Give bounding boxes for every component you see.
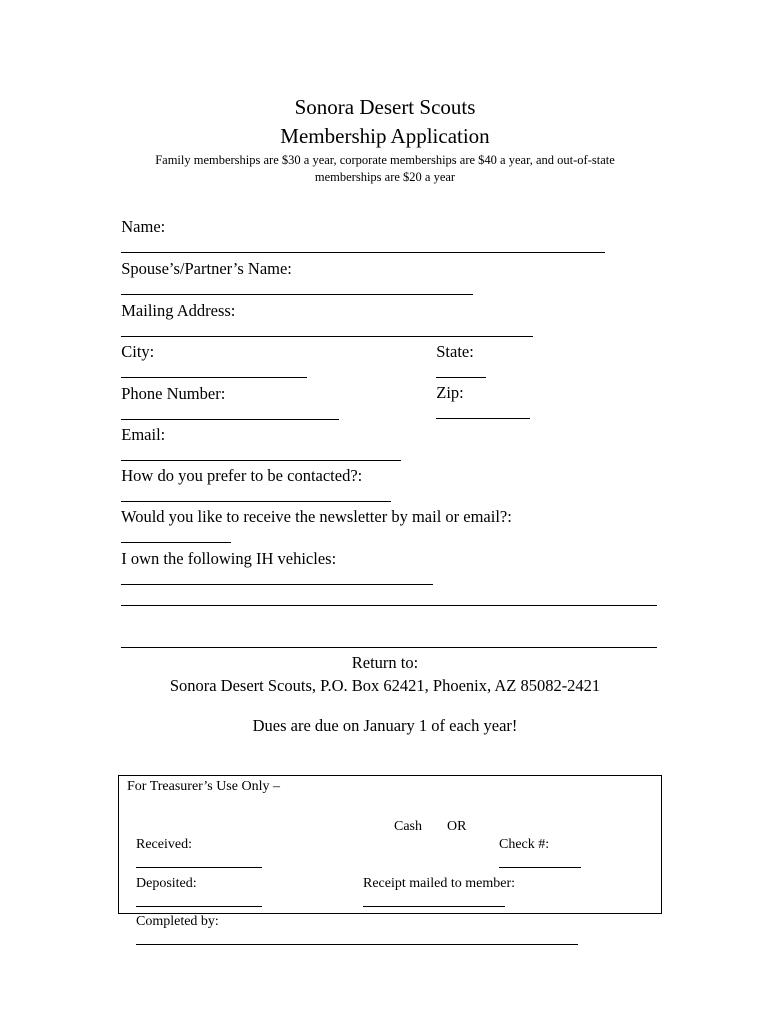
name-label: Name: (121, 217, 166, 236)
treasurer-heading: For Treasurer’s Use Only – (127, 779, 280, 794)
deposited-label: Deposited: (136, 876, 197, 891)
completed-field[interactable] (136, 931, 578, 945)
zip-field[interactable] (436, 403, 530, 419)
treasurer-box (118, 775, 662, 929)
state-field[interactable] (436, 362, 486, 378)
spouse-label: Spouse’s/Partner’s Name: (121, 259, 292, 278)
fees-line-2: memberships are $20 a year (314, 170, 456, 184)
state-label: State: (436, 342, 474, 361)
contact-pref-label: How do you prefer to be contacted?: (121, 466, 363, 485)
vehicles-field-line-3[interactable] (121, 632, 657, 648)
form-title: Membership Application (280, 124, 490, 148)
received-label: Received: (136, 837, 192, 852)
email-label: Email: (121, 425, 166, 444)
mailing-label: Mailing Address: (121, 301, 236, 320)
phone-label: Phone Number: (121, 384, 226, 403)
vehicles-extra-row-1 (113, 570, 657, 611)
vehicles-field-line-2[interactable] (121, 590, 657, 606)
org-name: Sonora Desert Scouts (294, 95, 476, 119)
fees-line-1: Family memberships are $30 a year, corporate memberships are $40 a year, and out-of-state (155, 153, 615, 167)
or-label: OR (447, 819, 467, 834)
cash-label[interactable]: Cash (394, 819, 422, 834)
vehicles-extra-row-2 (113, 612, 657, 653)
completed-row (122, 895, 578, 969)
vehicles-label: I own the following IH vehicles: (121, 549, 337, 568)
newsletter-label: Would you like to receive the newsletter by mail or email?: (120, 507, 512, 526)
dues-notice: Dues are due on January 1 of each year! (252, 716, 518, 735)
receipt-label: Receipt mailed to member: (363, 876, 516, 891)
return-address: Sonora Desert Scouts, P.O. Box 62421, Phoenix, AZ 85082-2421 (169, 676, 601, 695)
city-label: City: (121, 342, 155, 361)
completed-label: Completed by: (136, 914, 219, 929)
return-label: Return to: (351, 653, 419, 672)
check-label: Check #: (499, 837, 550, 852)
state-zip-row (428, 322, 530, 424)
zip-label: Zip: (436, 383, 464, 402)
